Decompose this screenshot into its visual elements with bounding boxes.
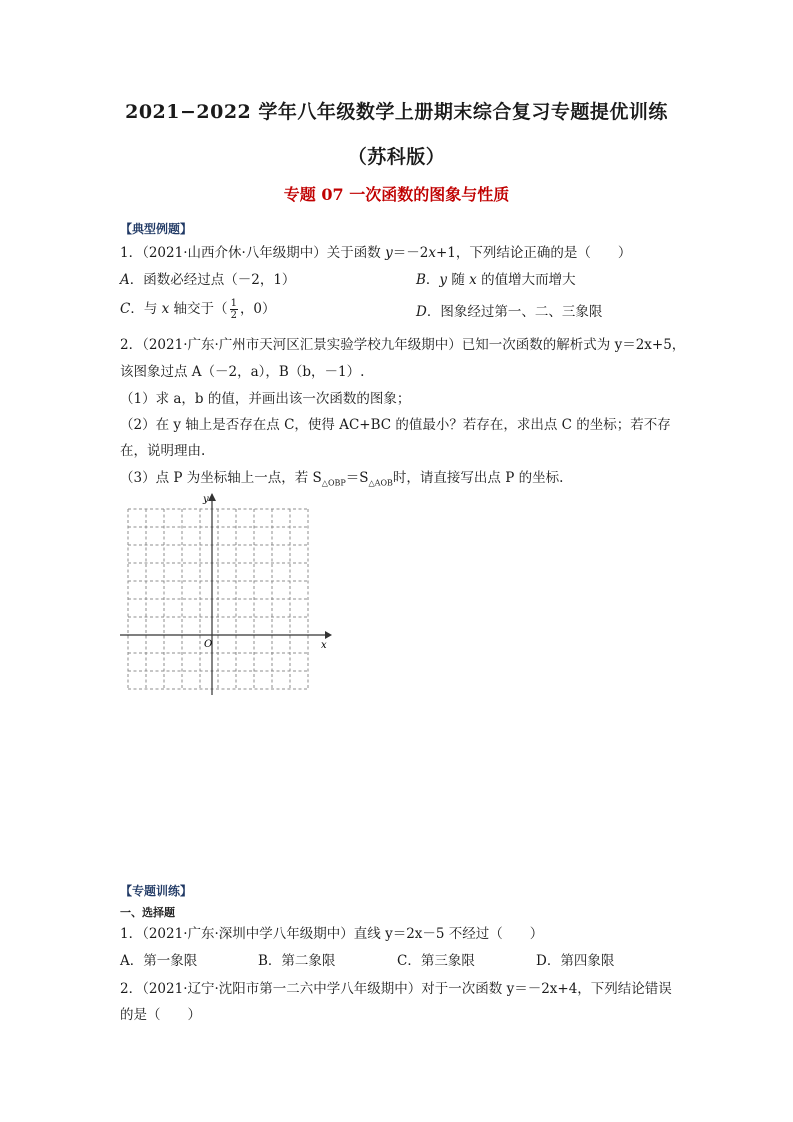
coordinate-grid [120,490,335,700]
training-q2-line2: 的是（ ） [120,1007,201,1023]
example-q1-option-a: A．函数必经过点（－2，1） [120,272,296,288]
example-q2-part3: （3）点 P 为坐标轴上一点，若 $S_{\triangle OBP}=S_{\triangle AOB}$时，请直接写出点 P 的坐标. [120,470,564,488]
example-q2-part2-line2: 在，说明理由. [120,443,206,459]
training-q2-line1: 2．（2021·辽宁·沈阳市第一二六中学八年级期中）对于一次函数 y＝－2x+4，下列结论错误 [120,981,672,997]
multiple-choice-heading: 一、选择题 [120,906,175,919]
example-q1-stem: 1．（2021·山西介休·八年级期中）关于函数 y＝－2x+1，下列结论正确的是（ ） [120,245,632,261]
page-title: 2021−2022 学年八年级数学上册期末综合复习专题提优训练 [125,101,668,123]
y-axis-arrow [208,493,216,501]
training-q1-stem: 1．（2021·广东·深圳中学八年级期中）直线 y＝2x－5 不经过（ ） [120,926,544,942]
examples-section-label: 【典型例题】 [120,222,193,236]
example-q2-line1: 2．（2021·广东·广州市天河区汇景实验学校九年级期中）已知一次函数的解析式为 y＝2x+5， [120,337,686,353]
example-q2-line2: 该图象过点 A（－2，a），B（b，－1）. [120,364,365,380]
topic-heading: 专题 07 一次函数的图象与性质 [283,185,510,204]
training-q1-option-c: C．第三象限 [397,953,475,969]
x-axis-label: x [321,640,327,651]
training-q1-option-d: D．第四象限 [536,953,615,969]
example-q1-option-b: B．y 随 x 的值增大而增大 [416,272,576,288]
x-axis-arrow [325,631,332,639]
example-q1-option-c: C．与 x 轴交于（ $\frac{1}{2}$ ，0） [120,298,276,321]
edition-label: （苏科版） [347,146,446,168]
example-q2-part1: （1）求 a，b 的值，并画出该一次函数的图象； [120,391,411,407]
example-q1-option-d: D．图象经过第一、二、三象限 [416,304,603,320]
example-q2-part2-line1: （2）在 y 轴上是否存在点 C，使得 AC+BC 的值最小？若存在，求出点 C 的坐标；若不存 [120,417,671,433]
grid-lines [128,509,308,689]
training-q1-option-a: A．第一象限 [120,953,198,969]
fraction-one-half: $\frac{1}{2}$ [230,298,237,321]
training-q1-option-b: B．第二象限 [258,953,336,969]
y-axis-label: y [203,494,209,505]
training-section-label: 【专题训练】 [120,884,193,898]
origin-label: O [204,639,213,650]
